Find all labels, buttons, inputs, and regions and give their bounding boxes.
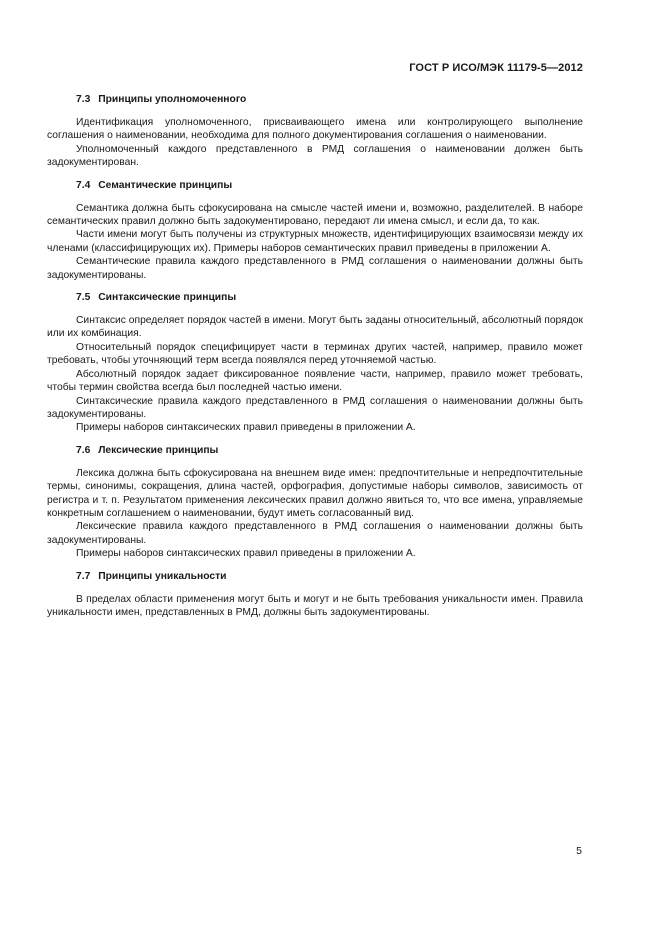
standard-header: ГОСТ Р ИСО/МЭК 11179-5—2012 xyxy=(409,62,583,74)
paragraph: В пределах области применения могут быть и могут и не быть требования уникальности имен. Правила уникальности имен, представленных в РМД, должны быть задокументированы. xyxy=(47,593,583,618)
section-title: Принципы уполномоченного xyxy=(98,94,247,105)
paragraph: Примеры наборов синтаксических правил приведены в приложении А. xyxy=(76,548,416,560)
paragraph: Абсолютный порядок задает фиксированное появление части, например, правило может требовать, чтобы термин свойства всегда был последней частью имени. xyxy=(47,368,583,394)
paragraph: Семантика должна быть сфокусирована на смысле частей имени и, возможно, разделителей. В наборе семантических правил должно быть задокументировано, передают ли имена смысл, и если да, то как. xyxy=(47,202,583,228)
paragraph: Относительный порядок специфицирует части в терминах других частей, например, правило может требовать, чтобы уточняющий терм всегда появлялся перед уточняемой частью. xyxy=(47,341,583,367)
section-number: 7.7 xyxy=(76,570,91,582)
paragraph: Семантические правила каждого представленного в РМД соглашения о наименовании должны быть задокументированы. xyxy=(47,256,583,281)
section-title: Лексические принципы xyxy=(98,444,219,456)
section-7-5 xyxy=(47,291,583,435)
document-body xyxy=(47,93,583,628)
section-title: Семантические принципы xyxy=(98,179,233,191)
paragraph: Лексика должна быть сфокусирована на внешнем виде имен: предпочтительные и непредпочтительные термы, синонимы, сокращения, длина частей, орфография, допустимые наборы символов, зависимость от регистра и т. п. Результатом применения лексических правил должно явиться то, что все имена, управляемые конкретным соглашением о наименовании, будут иметь согласованный вид. xyxy=(47,467,583,519)
section-title: Синтаксические принципы xyxy=(98,292,237,304)
section-title: Принципы уникальности xyxy=(98,570,227,582)
section-number: 7.3 xyxy=(76,94,91,105)
paragraph: Части имени могут быть получены из структурных множеств, идентифицирующих взаимосвязи между их членами (классифицирующих их). Примеры наборов семантических правил приведены в приложении А. xyxy=(47,229,583,254)
section-7-7 xyxy=(47,570,583,620)
section-heading xyxy=(47,570,583,583)
section-7-6 xyxy=(47,444,583,561)
section-7-4 xyxy=(47,179,583,282)
section-7-3 xyxy=(47,93,583,170)
page-number: 5 xyxy=(576,845,582,857)
paragraph: Примеры наборов синтаксических правил приведены в приложении А. xyxy=(76,422,416,434)
section-number: 7.5 xyxy=(76,292,91,304)
section-number: 7.6 xyxy=(76,444,91,456)
section-heading xyxy=(47,291,583,304)
section-heading xyxy=(47,93,583,106)
section-heading xyxy=(47,444,583,457)
section-number: 7.4 xyxy=(76,179,91,191)
paragraph: Лексические правила каждого представленного в РМД соглашения о наименовании должны быть задокументированы. xyxy=(47,521,583,546)
paragraph: Синтаксис определяет порядок частей в имени. Могут быть заданы относительный, абсолютный порядок или их комбинация. xyxy=(47,315,583,340)
section-heading xyxy=(47,179,583,192)
paragraph: Уполномоченный каждого представленного в РМД соглашения о наименовании должен быть задокументирован. xyxy=(47,143,583,169)
paragraph: Синтаксические правила каждого представленного в РМД соглашения о наименовании должны быть задокументированы. xyxy=(47,395,583,420)
paragraph: Идентификация уполномоченного, присваивающего имена или контролирующего выполнение соглашения о наименовании, необходима для полного документирования соглашения о наименовании. xyxy=(47,117,583,142)
